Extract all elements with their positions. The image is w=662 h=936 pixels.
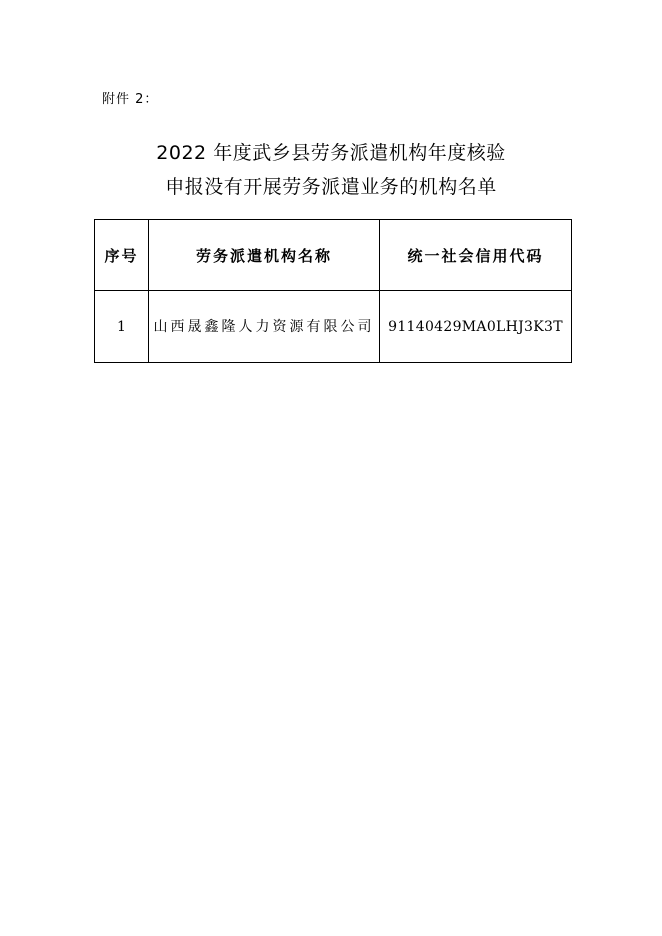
row-credit-code: 91140429MA0LHJ3K3T — [380, 291, 572, 363]
header-agency-name: 劳务派遣机构名称 — [149, 220, 380, 291]
header-credit-code: 统一社会信用代码 — [380, 220, 572, 291]
row-index: 1 — [95, 291, 149, 363]
agency-table — [94, 219, 572, 363]
document-title-line-2: 申报没有开展劳务派遣业务的机构名单 — [165, 176, 497, 198]
row-agency-name: 山西晟鑫隆人力资源有限公司 — [149, 291, 380, 363]
table-row — [95, 291, 572, 363]
table-header-row — [95, 220, 572, 291]
attachment-label: 附件 2： — [102, 92, 159, 107]
header-index: 序号 — [95, 220, 149, 291]
document-title-line-1: 2022 年度武乡县劳务派遣机构年度核验 — [156, 142, 506, 164]
